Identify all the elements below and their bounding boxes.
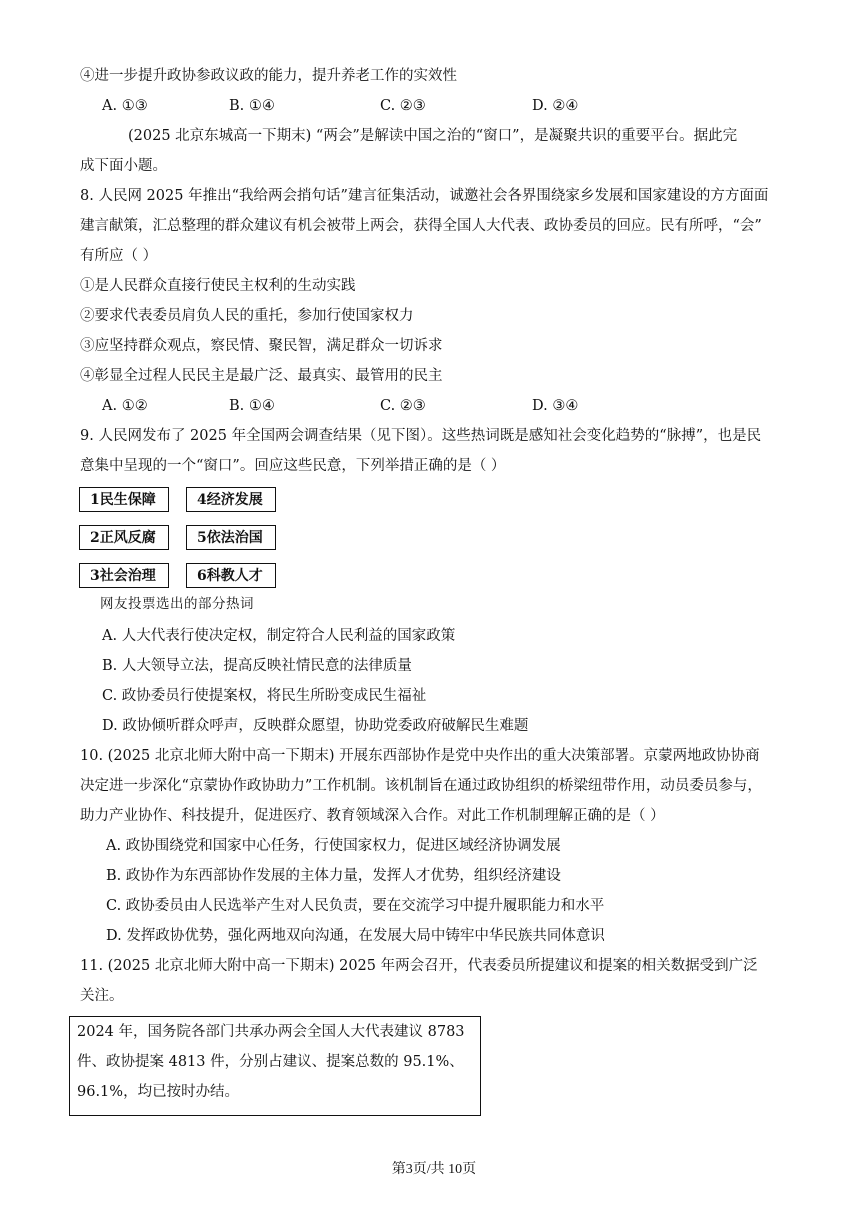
q9-option-c: C. 政协委员行使提案权，将民生所盼变成民生福祉 <box>102 688 427 704</box>
q9-option-d: D. 政协倾听群众呼声，反映群众愿望，协助党委政府破解民生难题 <box>102 718 529 734</box>
hot-word-box-3: 3社会治理 <box>79 563 169 588</box>
q10-option-b: B. 政协作为东西部协作发展的主体力量，发挥人才优势，组织经济建设 <box>106 868 561 884</box>
q8-stem-line-3: 有所应（ ） <box>80 248 158 264</box>
hot-word-box-5: 5依法治国 <box>186 525 276 550</box>
q11-material-line-2: 件、政协提案 4813 件，分别占建议、提案总数的 95.1%、 <box>77 1054 464 1070</box>
q8-option-a: A. ①② <box>102 398 148 414</box>
q8-statement-2: ②要求代表委员肩负人民的重托，参加行使国家权力 <box>80 308 414 324</box>
q11-material-line-1: 2024 年，国务院各部门共承办两会全国人大代表建议 8783 <box>77 1024 465 1040</box>
q9-option-a: A. 人大代表行使决定权，制定符合人民利益的国家政策 <box>102 628 456 644</box>
q10-stem-line-2: 决定进一步深化“京蒙协作政协助力”工作机制。该机制旨在通过政协组织的桥梁纽带作用，动员委员参与， <box>80 778 762 794</box>
q10-option-d: D. 发挥政协优势，强化两地双向沟通，在发展大局中铸牢中华民族共同体意识 <box>106 928 605 944</box>
page-number: 第3页/共 10页 <box>391 1162 477 1177</box>
q8-statement-4: ④彰显全过程人民民主是最广泛、最真实、最管用的民主 <box>80 368 443 384</box>
hot-words-caption: 网友投票选出的部分热词 <box>100 596 254 612</box>
q9-stem-line-1: 9. 人民网发布了 2025 年全国两会调查结果（见下图）。这些热词既是感知社会变化趋势的“脉搏”，也是民 <box>80 428 762 444</box>
section-intro-line-2: 成下面小题。 <box>80 158 167 174</box>
q10-option-a: A. 政协围绕党和国家中心任务，行使国家权力，促进区域经济协调发展 <box>106 838 561 854</box>
q8-option-d: D. ③④ <box>532 398 579 414</box>
q8-statement-1: ①是人民群众直接行使民主权利的生动实践 <box>80 278 356 294</box>
q7-option-b: B. ①④ <box>229 98 275 114</box>
q7-option-d: D. ②④ <box>532 98 579 114</box>
q10-option-c: C. 政协委员由人民选举产生对人民负责，要在交流学习中提升履职能力和水平 <box>106 898 605 914</box>
q7-option-c: C. ②③ <box>380 98 426 114</box>
q8-stem-line-1: 8. 人民网 2025 年推出“我给两会捎句话”建言征集活动，诚邀社会各界围绕家乡发展和国家建设的方方面面 <box>80 188 769 204</box>
hot-word-box-1: 1民生保障 <box>79 487 169 512</box>
q11-stem-line-2: 关注。 <box>80 988 124 1004</box>
q10-stem-line-3: 助力产业协作、科技提升，促进医疗、教育领域深入合作。对此工作机制理解正确的是（ ） <box>80 808 665 824</box>
q8-stem-line-2: 建言献策，汇总整理的群众建议有机会被带上两会，获得全国人大代表、政协委员的回应。民有所呼，“会” <box>80 218 762 234</box>
q8-option-b: B. ①④ <box>229 398 275 414</box>
hot-word-box-2: 2正风反腐 <box>79 525 169 550</box>
q9-option-b: B. 人大领导立法，提高反映社情民意的法律质量 <box>102 658 412 674</box>
q9-stem-line-2: 意集中呈现的一个“窗口”。回应这些民意，下列举措正确的是（ ） <box>80 458 506 474</box>
hot-word-box-4: 4经济发展 <box>186 487 276 512</box>
q7-option-a: A. ①③ <box>102 98 148 114</box>
q11-material-box <box>69 1016 481 1116</box>
q11-material-line-3: 96.1%，均已按时办结。 <box>77 1084 240 1100</box>
q8-statement-3: ③应坚持群众观点，察民情、聚民智，满足群众一切诉求 <box>80 338 443 354</box>
hot-word-box-6: 6科教人才 <box>186 563 276 588</box>
q8-option-c: C. ②③ <box>380 398 426 414</box>
q7-statement-4: ④进一步提升政协参政议政的能力，提升养老工作的实效性 <box>80 68 457 84</box>
section-intro-line-1: (2025 北京东城高一下期末) “两会”是解读中国之治的“窗口”，是凝聚共识的重要平台。据此完 <box>128 128 738 144</box>
q11-stem-line-1: 11. (2025 北京北师大附中高一下期末) 2025 年两会召开，代表委员所提建议和提案的相关数据受到广泛 <box>80 958 758 974</box>
q10-stem-line-1: 10. (2025 北京北师大附中高一下期末) 开展东西部协作是党中央作出的重大决策部署。京蒙两地政协协商 <box>80 748 760 764</box>
